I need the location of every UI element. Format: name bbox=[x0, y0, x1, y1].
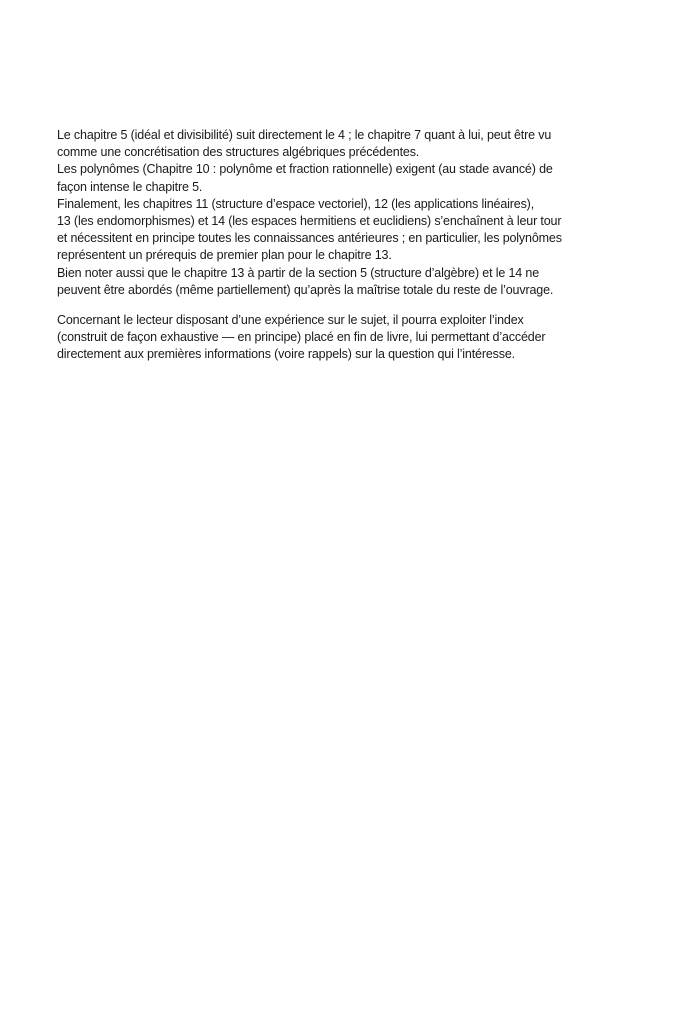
text-line: directement aux premières informations (voire rappels) sur la question qui l’intéresse. bbox=[57, 347, 515, 362]
text-line: façon intense le chapitre 5. bbox=[57, 179, 203, 194]
paragraph-chapter-dependencies bbox=[57, 127, 657, 299]
text-line: (construit de façon exhaustive — en principe) placé en fin de livre, lui permettant d’accéder bbox=[57, 330, 546, 345]
text-line: peuvent être abordés (même partiellement) qu’après la maîtrise totale du reste de l’ouvrage. bbox=[57, 282, 554, 297]
text-line: Bien noter aussi que le chapitre 13 à partir de la section 5 (structure d’algèbre) et le 14 ne bbox=[57, 265, 540, 280]
text-line: Les polynômes (Chapitre 10 : polynôme et fraction rationnelle) exigent (au stade avancé) de bbox=[57, 162, 553, 177]
text-line: 13 (les endomorphismes) et 14 (les espaces hermitiens et euclidiens) s’enchaînent à leur tour bbox=[57, 214, 562, 229]
text-line: comme une concrétisation des structures algébriques précédentes. bbox=[57, 145, 420, 160]
text-line: et nécessitent en principe toutes les connaissances antérieures ; en particulier, les polynômes bbox=[57, 231, 562, 246]
paragraph-experienced-reader bbox=[57, 312, 657, 364]
text-line: Finalement, les chapitres 11 (structure d’espace vectoriel), 12 (les applications linéaires), bbox=[57, 196, 535, 211]
text-line: Concernant le lecteur disposant d’une expérience sur le sujet, il pourra exploiter l’index bbox=[57, 313, 524, 327]
text-line: Le chapitre 5 (idéal et divisibilité) suit directement le 4 ; le chapitre 7 quant à lui, peut être vu bbox=[57, 128, 552, 142]
text-line: représentent un prérequis de premier plan pour le chapitre 13. bbox=[57, 248, 392, 263]
